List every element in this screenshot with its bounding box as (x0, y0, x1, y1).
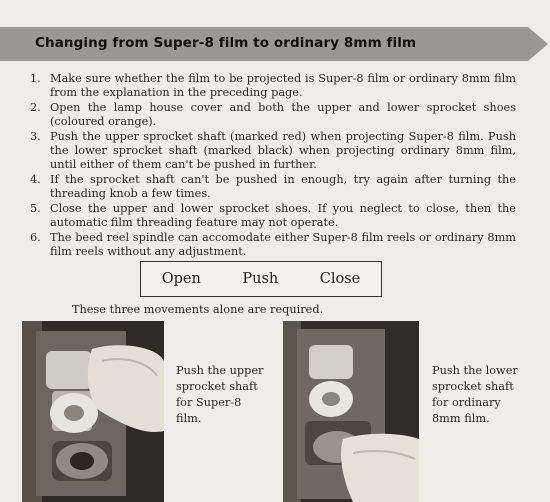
section-header-banner (0, 27, 550, 61)
caption-line: Push the upper (176, 364, 264, 377)
three-movements-box (140, 261, 382, 297)
step-text: Open the lamp house cover and both the upper and lower sprocket shoes (coloured orange). (50, 101, 516, 128)
list-item (30, 130, 516, 172)
step-number: 3. (30, 130, 41, 143)
list-item (30, 231, 516, 259)
caption-line: for Super-8 film. (176, 396, 242, 425)
step-text: The beed reel spindle can accomodate either Super-8 film reels or ordinary 8mm film reels without any adjustment. (50, 231, 516, 258)
list-item (30, 101, 516, 129)
movement-open-label: Open (161, 271, 201, 287)
upper-sprocket-photo (22, 321, 164, 502)
step-number: 4. (30, 173, 41, 186)
caption-line: Push the lower (432, 364, 518, 377)
caption-line: sprocket shaft (176, 380, 258, 393)
step-number: 6. (30, 231, 41, 244)
lower-sprocket-photo (283, 321, 419, 502)
step-text: If the sprocket shaft can't be pushed in enough, try again after turning the threading knob a few times. (50, 173, 516, 200)
step-number: 5. (30, 202, 41, 215)
movement-close-label: Close (319, 271, 361, 287)
movement-push-label: Push (242, 271, 279, 287)
step-text: Push the upper sprocket shaft (marked red) when projecting Super-8 film. Push the lower sprocket shaft (marked black) when projecting ordinary 8mm film, until either of them can't be pushed in further. (50, 130, 516, 171)
lower-sprocket-caption (432, 363, 528, 427)
list-item (30, 173, 516, 201)
step-number: 1. (30, 72, 41, 85)
caption-line: for ordinary (432, 396, 501, 409)
movements-caption: These three movements alone are required. (72, 303, 324, 316)
step-number: 2. (30, 101, 41, 114)
list-item (30, 202, 516, 230)
list-item (30, 72, 516, 100)
caption-line: sprocket shaft (432, 380, 514, 393)
instruction-list (30, 72, 516, 260)
step-text: Make sure whether the film to be projected is Super-8 film or ordinary 8mm film from the explanation in the preceding page. (50, 72, 516, 99)
step-text: Close the upper and lower sprocket shoes. If you neglect to close, then the automatic film threading feature may not operate. (50, 202, 516, 229)
upper-sprocket-caption (176, 363, 268, 427)
caption-line: 8mm film. (432, 412, 490, 425)
page-title: Changing from Super-8 film to ordinary 8mm film (35, 35, 417, 51)
